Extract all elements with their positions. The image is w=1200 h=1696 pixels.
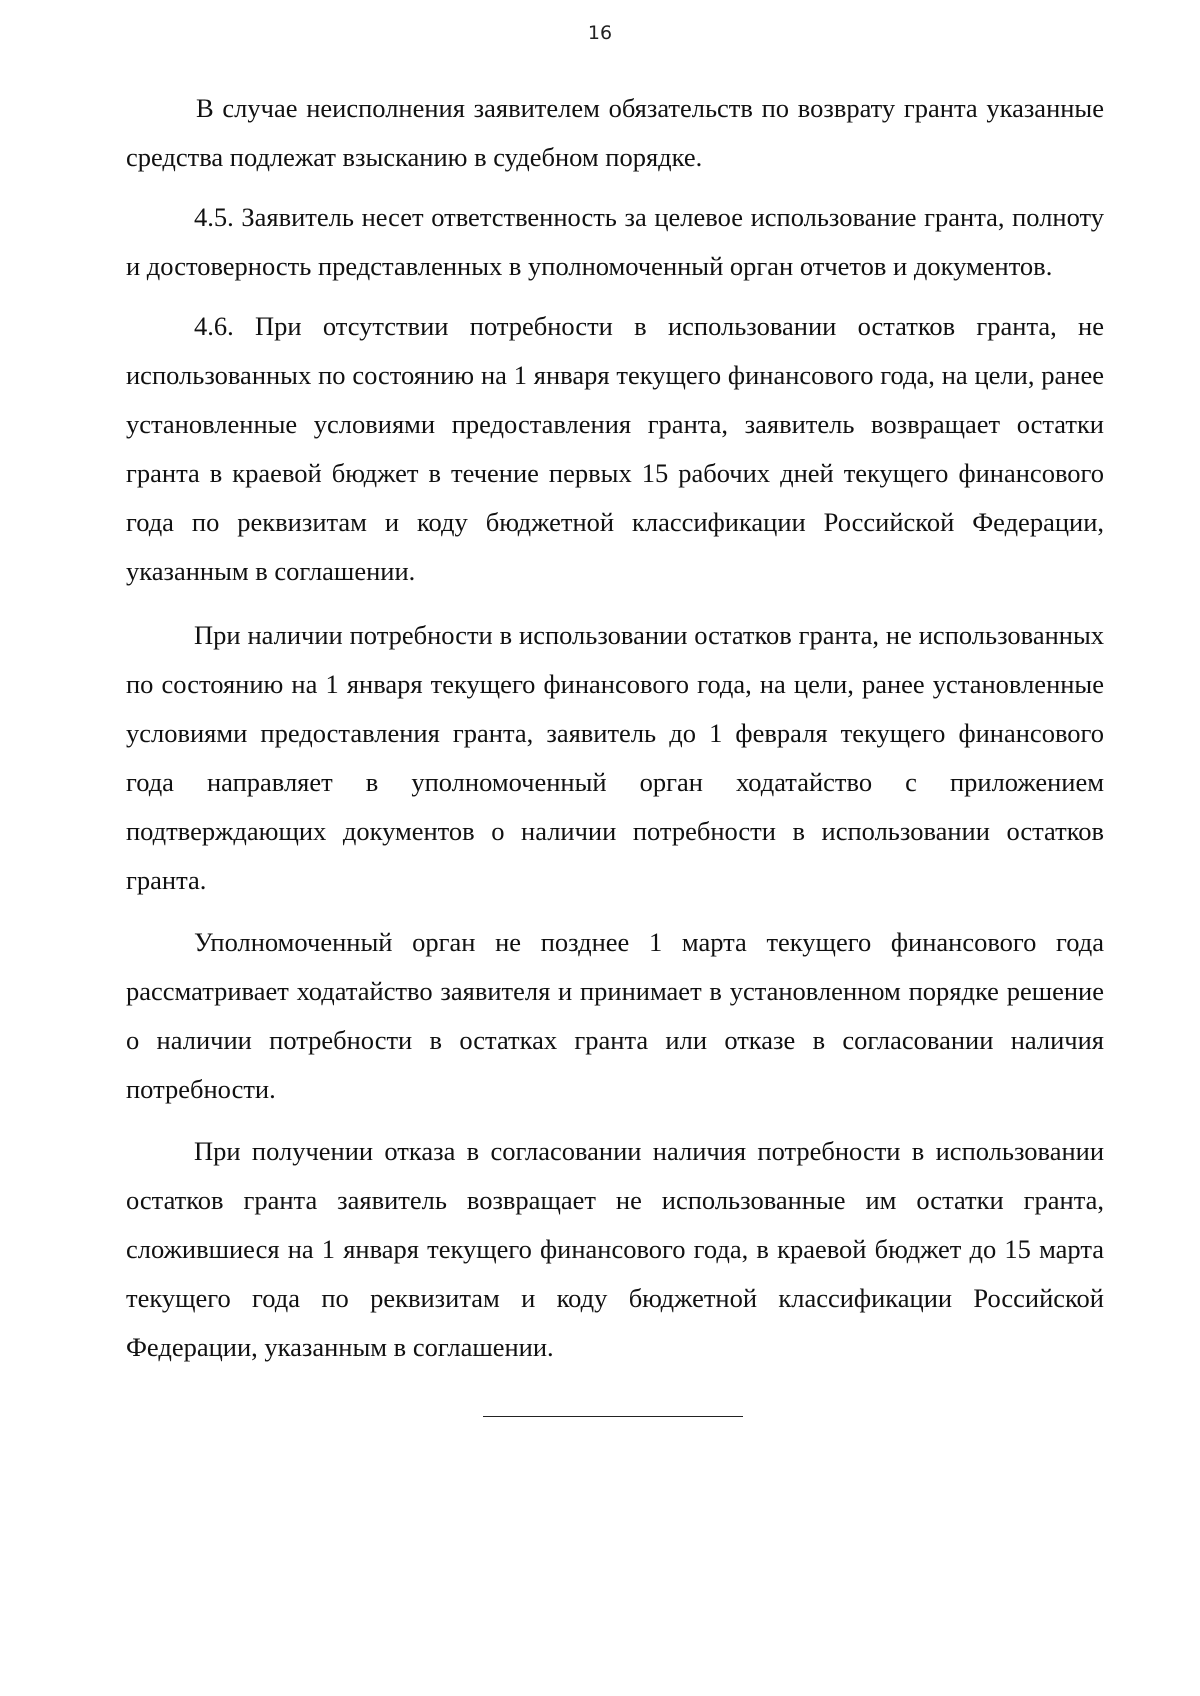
paragraph-need-remains: При наличии потребности в использовании остатков гранта, не использованных по состоянию на 1 января текущего финансового года, на цели, ранее установленные условиями предоставления гранта, заявитель до 1 февраля текущего финансового года направляет в уполномоченный орган ходатайство с приложением подтверждающих документов о наличии потребности в использовании остатков гранта. (126, 620, 1104, 895)
paragraph-refund-court: В случае неисполнения заявителем обязательств по возврату гранта указанные средства подлежат взысканию в судебном порядке. (126, 93, 1104, 172)
paragraph-authority-decision: Уполномоченный орган не позднее 1 марта текущего финансового года рассматривает ходатайство заявителя и принимает в установленном порядке решение о наличии потребности в остатках гранта или отказе в согласовании наличия потребности. (126, 927, 1104, 1104)
paragraph-4-6: 4.6. При отсутствии потребности в использовании остатков гранта, не использованных по состоянию на 1 января текущего финансового года, на цели, ранее установленные условиями предоставления гранта, заявитель возвращает остатки гранта в краевой бюджет в течение первых 15 рабочих дней текущего финансового года по реквизитам и коду бюджетной классификации Российской Федерации, указанным в соглашении. (126, 311, 1104, 586)
document-body (126, 84, 1104, 1372)
paragraph-refusal: При получении отказа в согласовании наличия потребности в использовании остатков гранта заявитель возвращает не использованные им остатки гранта, сложившиеся на 1 января текущего финансового года, в краевой бюджет до 15 марта текущего года по реквизитам и коду бюджетной классификации Российской Федерации, указанным в соглашении. (126, 1136, 1104, 1362)
page-number: 16 (587, 22, 613, 44)
paragraph-4-5: 4.5. Заявитель несет ответственность за целевое использование гранта, полноту и достоверность представленных в уполномоченный орган отчетов и документов. (126, 202, 1104, 281)
end-of-document-rule (483, 1416, 743, 1417)
